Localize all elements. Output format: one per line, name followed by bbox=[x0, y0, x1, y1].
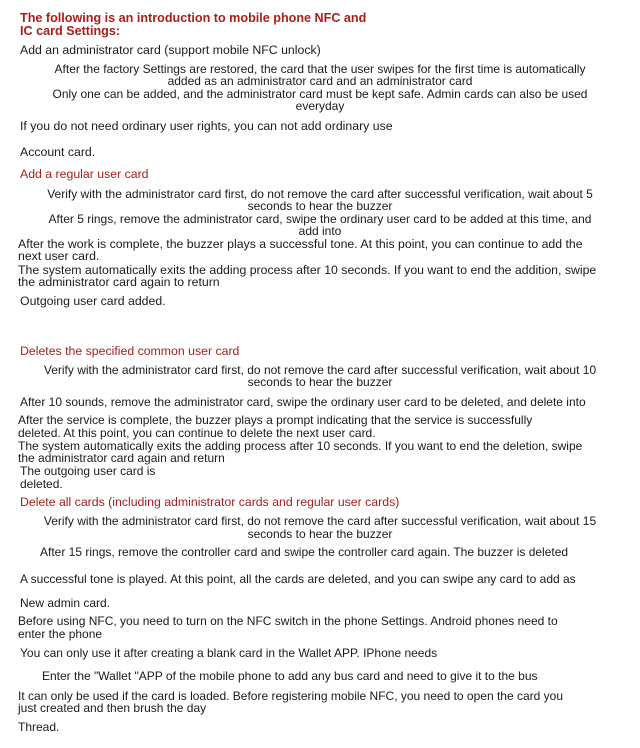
nfc-para-4b: just created and then brush the day bbox=[18, 701, 207, 715]
delete-user-step-1a: Verify with the administrator card first, do not remove the card after successful verification, wait about 10 bbox=[43, 363, 597, 377]
admin-para-3: If you do not need ordinary user rights, you can not add ordinary use bbox=[20, 119, 393, 133]
add-user-title: Add a regular user card bbox=[20, 167, 149, 181]
delete-all-step-2: After 15 rings, remove the controller card and swipe the controller card again. The buzzer is deleted bbox=[40, 545, 569, 559]
heading-line-1: The following is an introduction to mobile phone NFC and bbox=[20, 11, 367, 25]
admin-para-4: Account card. bbox=[20, 145, 96, 159]
delete-all-step-1a: Verify with the administrator card first, do not remove the card after successful verification, wait about 15 bbox=[43, 514, 597, 528]
admin-para-1b: added as an administrator card and an administrator card bbox=[167, 74, 473, 88]
add-user-step-1a: Verify with the administrator card first, do not remove the card after successful verification, wait about 5 bbox=[47, 187, 593, 201]
nfc-para-1b: enter the phone bbox=[18, 627, 103, 641]
heading-line-2: IC card Settings: bbox=[20, 24, 121, 38]
delete-all-step-4: New admin card. bbox=[20, 596, 111, 610]
delete-all-title: Delete all cards (including administrator cards and regular user cards) bbox=[20, 495, 400, 509]
admin-para-2b: everyday bbox=[295, 99, 345, 113]
delete-user-step-3a: After the service is complete, the buzzer plays a prompt indicating that the service is successfully bbox=[18, 413, 533, 427]
delete-user-step-2: After 10 sounds, remove the administrator card, swipe the ordinary user card to be deleted, and delete into bbox=[20, 395, 586, 409]
add-user-step-1b: seconds to hear the buzzer bbox=[247, 199, 393, 213]
nfc-para-1a: Before using NFC, you need to turn on the NFC switch in the phone Settings. Android phones need to bbox=[18, 614, 558, 628]
delete-all-step-1b: seconds to hear the buzzer bbox=[247, 527, 393, 541]
nfc-para-3: Enter the "Wallet "APP of the mobile phone to add any bus card and need to give it to the bus bbox=[42, 669, 538, 683]
delete-user-title: Deletes the specified common user card bbox=[20, 344, 240, 358]
add-user-step-3a: After the work is complete, the buzzer plays a successful tone. At this point, you can continue to add the bbox=[18, 237, 583, 251]
delete-user-step-4b: the administrator card again and return bbox=[18, 451, 225, 465]
add-user-step-4a: The system automatically exits the adding process after 10 seconds. If you want to end the addition, swipe bbox=[18, 263, 597, 277]
nfc-para-2: You can only use it after creating a blank card in the Wallet APP. IPhone needs bbox=[20, 646, 438, 660]
add-user-step-2b: add into bbox=[298, 224, 342, 238]
add-user-step-4b: the administrator card again to return bbox=[18, 275, 220, 289]
delete-user-step-5a: The outgoing user card is bbox=[20, 464, 156, 478]
nfc-para-5: Thread. bbox=[18, 720, 60, 734]
add-user-step-2a: After 5 rings, remove the administrator card, swipe the ordinary user card to be added at this time, and bbox=[48, 212, 592, 226]
delete-user-step-1b: seconds to hear the buzzer bbox=[247, 375, 393, 389]
delete-user-step-5b: deleted. bbox=[20, 477, 63, 491]
delete-all-step-3: A successful tone is played. At this point, all the cards are deleted, and you can swipe any card to add as bbox=[20, 572, 576, 586]
nfc-para-4a: It can only be used if the card is loaded. Before registering mobile NFC, you need to open the card you bbox=[18, 689, 563, 703]
admin-para-1a: After the factory Settings are restored, the card that the user swipes for the first time is automatically bbox=[54, 62, 586, 76]
delete-user-step-3b: deleted. At this point, you can continue to delete the next user card. bbox=[18, 426, 376, 440]
admin-section-title: Add an administrator card (support mobile NFC unlock) bbox=[20, 43, 321, 57]
admin-para-2a: Only one can be added, and the administrator card must be kept safe. Admin cards can also be used bbox=[52, 87, 588, 101]
add-user-step-3b: next user card. bbox=[18, 249, 100, 263]
add-user-step-5: Outgoing user card added. bbox=[20, 294, 166, 308]
delete-user-step-4a: The system automatically exits the adding process after 10 seconds. If you want to end the deletion, swipe bbox=[18, 439, 583, 453]
